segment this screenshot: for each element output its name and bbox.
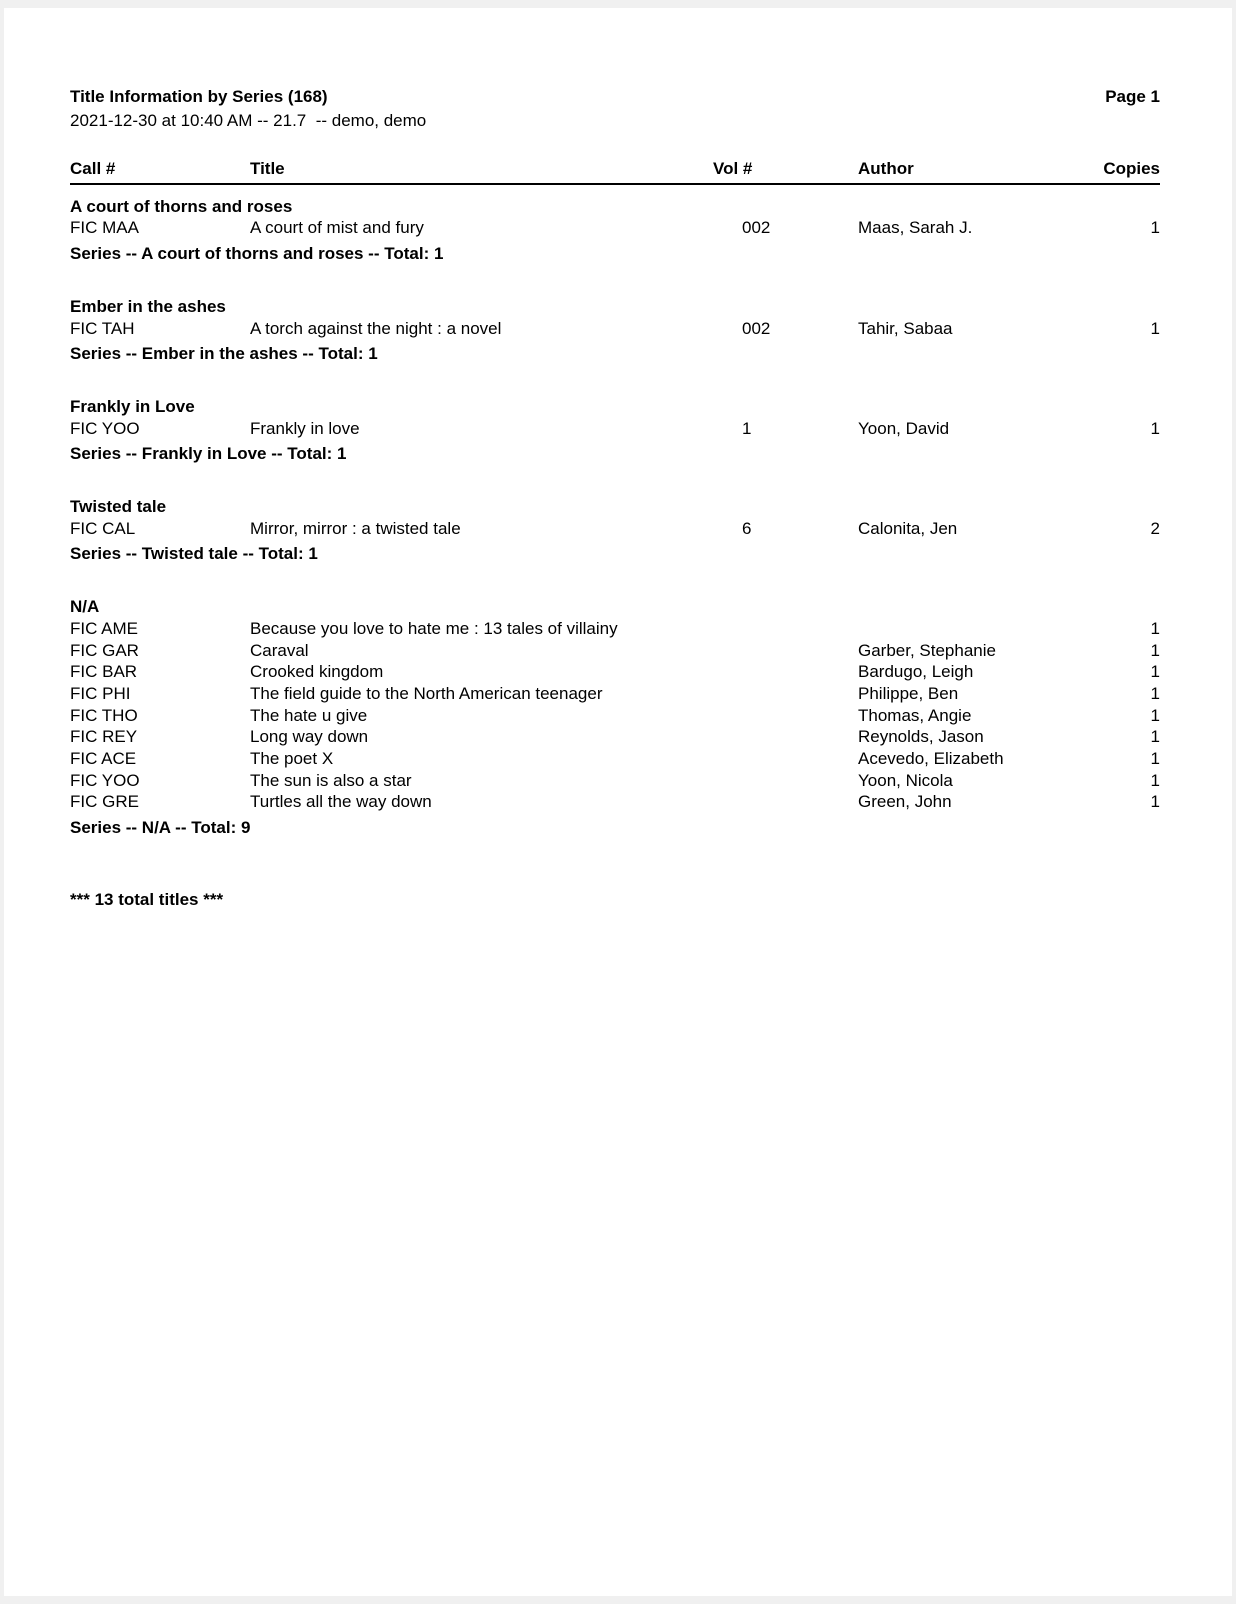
cell-copies: 1 <box>1150 727 1160 747</box>
column-header-vol: Vol # <box>713 159 753 178</box>
series-total: Series -- Frankly in Love -- Total: 1 <box>70 444 347 464</box>
cell-title: The field guide to the North American teenager <box>250 683 603 703</box>
cell-title: The sun is also a star <box>250 770 412 790</box>
cell-vol <box>710 661 855 683</box>
series-total: Series -- N/A -- Total: 9 <box>70 818 251 838</box>
column-header-copies: Copies <box>1103 159 1160 178</box>
table-row <box>70 661 1160 683</box>
table-row <box>70 640 1160 662</box>
series-section <box>70 296 1160 365</box>
cell-vol: 1 <box>742 418 752 438</box>
series-section <box>70 596 1160 839</box>
cell-title: The poet X <box>250 749 334 769</box>
report-content <box>4 8 1232 951</box>
cell-call: FIC PHI <box>70 683 131 703</box>
cell-title: Caraval <box>250 640 309 660</box>
table-row <box>70 770 1160 792</box>
table-row <box>70 726 1160 748</box>
cell-title: A court of mist and fury <box>250 218 424 238</box>
table-row <box>70 748 1160 770</box>
series-section <box>70 196 1160 265</box>
series-header: A court of thorns and roses <box>70 196 293 216</box>
cell-title: Frankly in love <box>250 418 360 438</box>
cell-vol: 002 <box>742 218 771 238</box>
cell-call: FIC ACE <box>70 749 137 769</box>
table-row <box>70 518 1160 540</box>
series-header: Ember in the ashes <box>70 296 226 316</box>
section-rows <box>70 518 1160 540</box>
cell-call: FIC YOO <box>70 770 140 790</box>
table-row <box>70 418 1160 440</box>
series-section <box>70 396 1160 465</box>
cell-call: FIC GRE <box>70 792 139 812</box>
page-number: Page 1 <box>1105 87 1160 106</box>
cell-call: FIC BAR <box>70 662 138 682</box>
cell-copies: 1 <box>1150 792 1160 812</box>
cell-copies: 1 <box>1150 683 1160 703</box>
cell-call: FIC THO <box>70 705 138 725</box>
cell-copies: 1 <box>1150 618 1160 638</box>
table-row <box>70 705 1160 727</box>
cell-copies: 1 <box>1150 318 1160 338</box>
cell-call: FIC YOO <box>70 418 140 438</box>
cell-author: Garber, Stephanie <box>858 640 996 660</box>
series-header: N/A <box>70 597 100 617</box>
cell-author: Thomas, Angie <box>858 705 972 725</box>
column-header-row <box>70 158 1160 185</box>
cell-call: FIC CAL <box>70 518 136 538</box>
cell-title: A torch against the night : a novel <box>250 318 502 338</box>
cell-author: Philippe, Ben <box>858 683 959 703</box>
cell-copies: 1 <box>1150 418 1160 438</box>
series-total: Series -- A court of thorns and roses -- Total: 1 <box>70 244 444 264</box>
totals-footer: *** 13 total titles *** <box>70 889 224 909</box>
cell-vol <box>710 791 855 813</box>
cell-vol <box>710 705 855 727</box>
cell-title: Turtles all the way down <box>250 792 432 812</box>
cell-title: The hate u give <box>250 705 368 725</box>
cell-call: FIC MAA <box>70 218 139 238</box>
cell-author: Bardugo, Leigh <box>858 662 974 682</box>
series-header: Twisted tale <box>70 497 167 517</box>
cell-call: FIC AME <box>70 618 139 638</box>
column-header-call: Call # <box>70 159 116 178</box>
cell-copies: 2 <box>1150 518 1160 538</box>
section-rows <box>70 217 1160 239</box>
series-total: Series -- Ember in the ashes -- Total: 1 <box>70 344 378 364</box>
column-header-author: Author <box>858 159 914 178</box>
cell-title: Long way down <box>250 727 369 747</box>
cell-author: Green, John <box>858 792 952 812</box>
cell-title: Crooked kingdom <box>250 662 384 682</box>
cell-title: Because you love to hate me : 13 tales of villainy <box>250 618 618 638</box>
cell-vol <box>710 618 855 640</box>
report-body <box>70 196 1160 839</box>
cell-vol <box>710 748 855 770</box>
cell-title: Mirror, mirror : a twisted tale <box>250 518 461 538</box>
section-rows <box>70 618 1160 813</box>
table-row <box>70 618 1160 640</box>
table-row <box>70 683 1160 705</box>
cell-author: Reynolds, Jason <box>858 727 984 747</box>
cell-author: Acevedo, Elizabeth <box>858 749 1004 769</box>
column-header-title: Title <box>250 159 285 178</box>
cell-vol <box>710 726 855 748</box>
cell-copies: 1 <box>1150 218 1160 238</box>
series-total: Series -- Twisted tale -- Total: 1 <box>70 544 318 564</box>
cell-call: FIC REY <box>70 727 138 747</box>
section-rows <box>70 418 1160 440</box>
cell-call: FIC GAR <box>70 640 139 660</box>
cell-author: Yoon, Nicola <box>858 770 953 790</box>
table-row <box>70 318 1160 340</box>
series-header: Frankly in Love <box>70 396 195 416</box>
cell-copies: 1 <box>1150 705 1160 725</box>
cell-author: Yoon, David <box>858 418 950 438</box>
date-line: 2021-12-30 at 10:40 AM -- 21.7 -- demo, demo <box>70 111 427 130</box>
cell-vol <box>710 640 855 662</box>
report-page <box>4 8 1232 1596</box>
cell-vol: 002 <box>742 318 771 338</box>
cell-copies: 1 <box>1150 640 1160 660</box>
cell-copies: 1 <box>1150 770 1160 790</box>
cell-author: Calonita, Jen <box>858 518 958 538</box>
report-header <box>70 86 1160 108</box>
cell-vol: 6 <box>742 518 752 538</box>
cell-copies: 1 <box>1150 662 1160 682</box>
cell-author <box>855 618 1070 640</box>
cell-author: Tahir, Sabaa <box>858 318 953 338</box>
table-row <box>70 791 1160 813</box>
cell-copies: 1 <box>1150 749 1160 769</box>
cell-vol <box>710 770 855 792</box>
cell-author: Maas, Sarah J. <box>858 218 973 238</box>
section-rows <box>70 318 1160 340</box>
cell-call: FIC TAH <box>70 318 135 338</box>
table-row <box>70 217 1160 239</box>
report-title: Title Information by Series (168) <box>70 87 328 106</box>
series-section <box>70 496 1160 565</box>
cell-vol <box>710 683 855 705</box>
